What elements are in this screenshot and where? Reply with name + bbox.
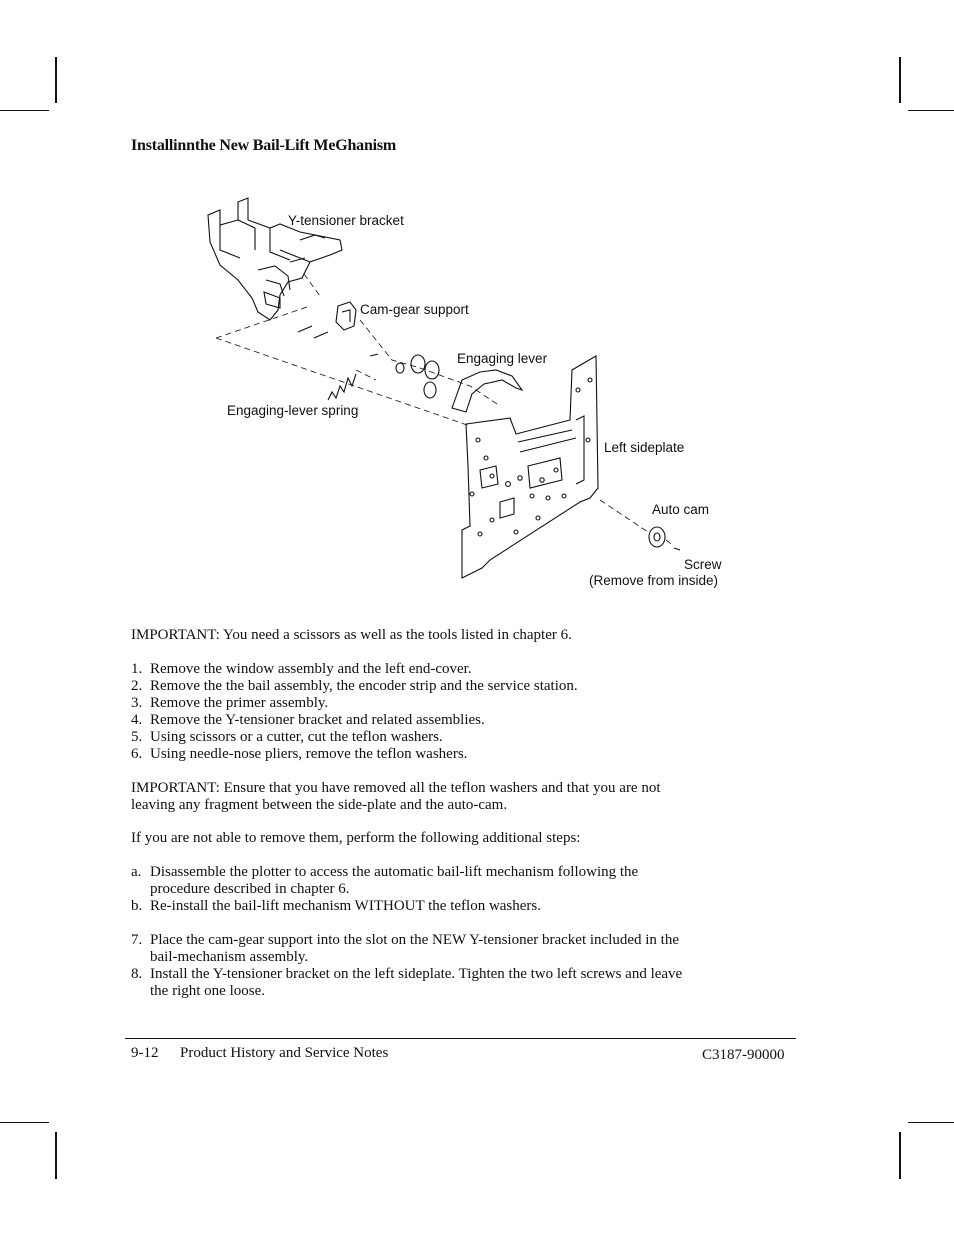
list-item-continuation: bail-mechanism assembly. bbox=[150, 949, 309, 965]
crop-mark bbox=[55, 1132, 57, 1179]
part-number: C3187-90000 bbox=[702, 1047, 785, 1063]
list-item: 5. Using scissors or a cutter, cut the teflon washers. bbox=[131, 729, 443, 745]
label-engaging-lever-spring: Engaging-lever spring bbox=[227, 403, 359, 418]
label-screw: Screw bbox=[684, 557, 722, 572]
label-auto-cam: Auto cam bbox=[652, 502, 710, 517]
label-engaging-lever: Engaging lever bbox=[457, 351, 548, 366]
document-title: Product History and Service Notes bbox=[180, 1045, 389, 1061]
label-cam-gear-support: Cam-gear support bbox=[360, 302, 469, 317]
crop-mark bbox=[55, 57, 57, 103]
list-item: 8. Install the Y-tensioner bracket on the left sideplate. Tighten the two left screws and leave bbox=[131, 966, 683, 982]
additional-steps-intro: If you are not able to remove them, perform the following additional steps: bbox=[131, 830, 581, 846]
list-item-continuation: the right one loose. bbox=[150, 983, 265, 999]
mechanism-drawing bbox=[180, 180, 780, 605]
exploded-view-figure bbox=[180, 180, 780, 605]
page-number: 9-12 bbox=[131, 1045, 159, 1061]
important-note-washers: IMPORTANT: Ensure that you have removed all the teflon washers and that you are not bbox=[131, 780, 661, 796]
important-note-tools: IMPORTANT: You need a scissors as well as the tools listed in chapter 6. bbox=[131, 627, 572, 643]
left-sideplate-shape bbox=[462, 356, 598, 578]
section-title: Installinnthe New Bail-Lift MeGhanism bbox=[131, 137, 397, 154]
list-item-continuation: procedure described in chapter 6. bbox=[150, 881, 350, 897]
auto-cam-shape bbox=[649, 527, 665, 547]
label-y-tensioner-bracket: Y-tensioner bracket bbox=[288, 213, 404, 228]
list-item: 2. Remove the the bail assembly, the encoder strip and the service station. bbox=[131, 678, 578, 694]
list-item: 1. Remove the window assembly and the left end-cover. bbox=[131, 661, 472, 677]
crop-mark bbox=[908, 1122, 954, 1123]
engaging-lever-shape bbox=[452, 370, 522, 412]
crop-mark bbox=[899, 57, 901, 103]
list-item: 3. Remove the primer assembly. bbox=[131, 695, 329, 711]
footer-rule bbox=[125, 1038, 796, 1039]
important-note-washers-cont: leaving any fragment between the side-plate and the auto-cam. bbox=[131, 797, 508, 813]
label-screw-note: (Remove from inside) bbox=[589, 573, 719, 588]
crop-mark bbox=[0, 110, 49, 111]
crop-mark bbox=[899, 1132, 901, 1179]
cam-gear-support-shape bbox=[336, 302, 356, 330]
crop-mark bbox=[908, 110, 954, 111]
list-item: b. Re-install the bail-lift mechanism WITHOUT the teflon washers. bbox=[131, 898, 542, 914]
list-item: 4. Remove the Y-tensioner bracket and related assemblies. bbox=[131, 712, 485, 728]
list-item: a. Disassemble the plotter to access the automatic bail-lift mechanism following the bbox=[131, 864, 639, 880]
crop-mark bbox=[0, 1122, 49, 1123]
list-item: 6. Using needle-nose pliers, remove the teflon washers. bbox=[131, 746, 468, 762]
footer-left bbox=[131, 1045, 388, 1062]
label-left-sideplate: Left sideplate bbox=[604, 440, 685, 455]
list-item: 7. Place the cam-gear support into the slot on the NEW Y-tensioner bracket included in the bbox=[131, 932, 680, 948]
